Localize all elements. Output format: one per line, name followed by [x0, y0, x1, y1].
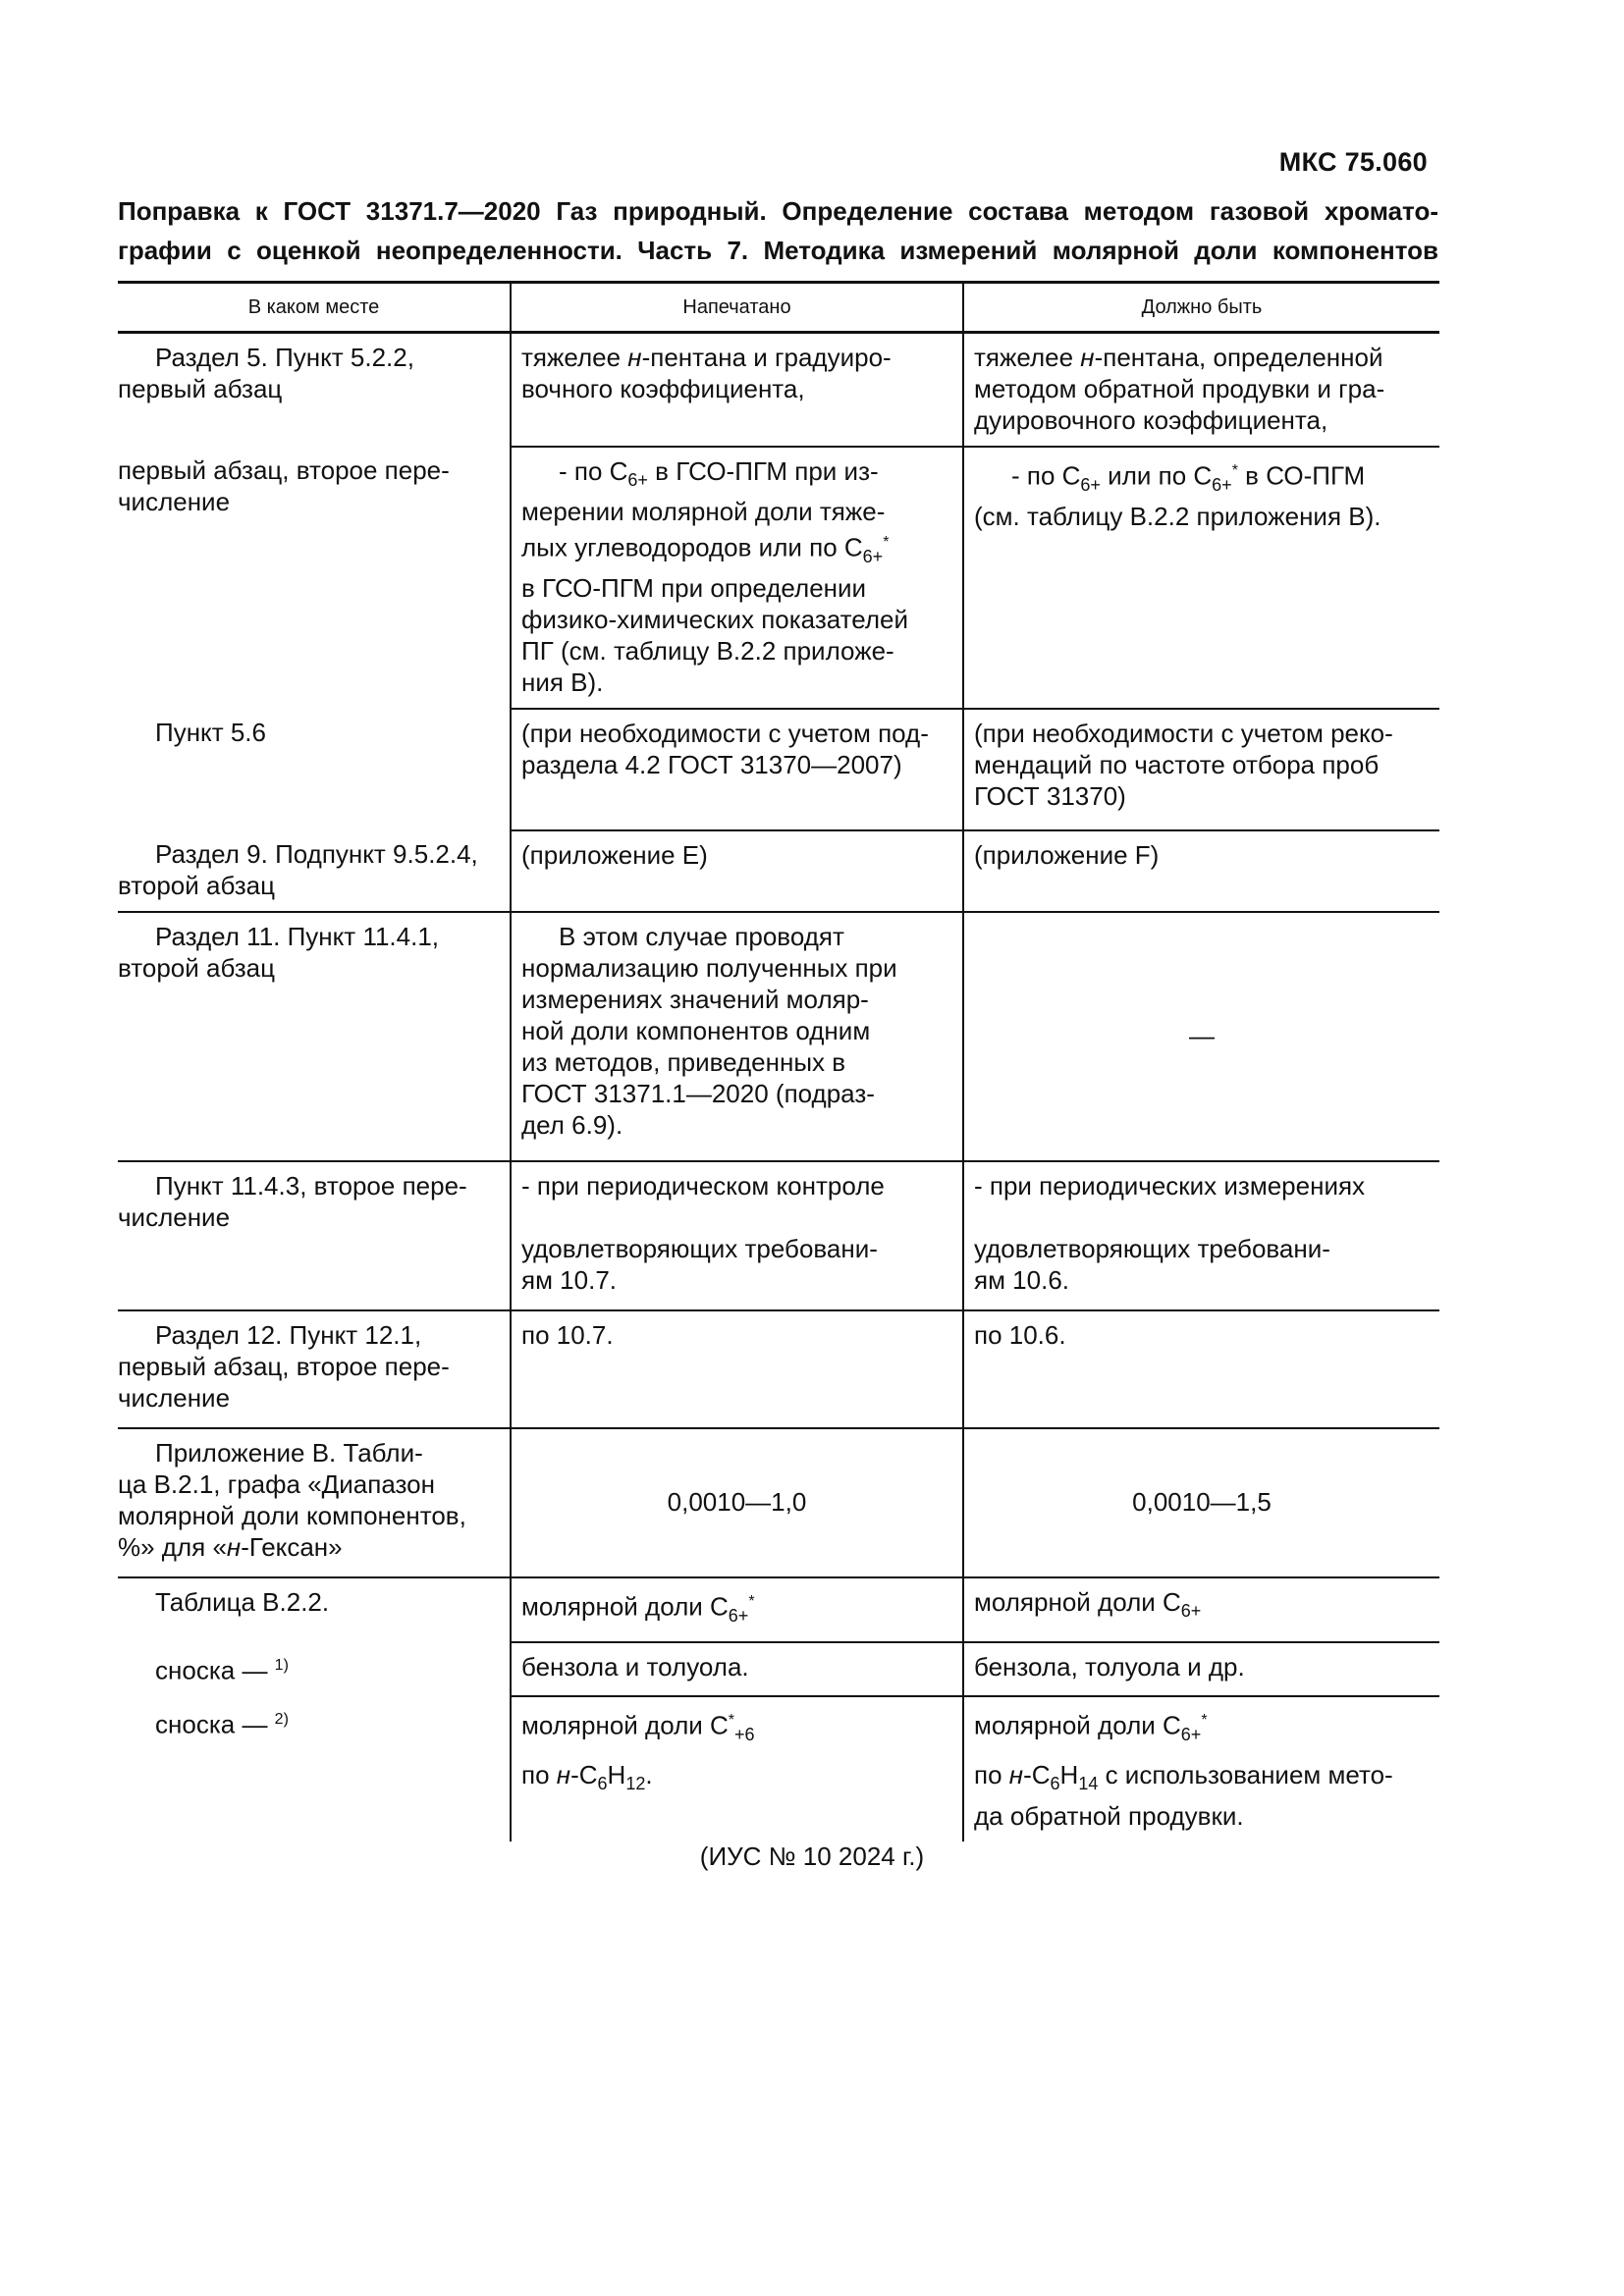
place-text: второй абзац: [118, 953, 276, 984]
cell-correct: [963, 912, 1439, 1161]
printed-text: В этом случае проводят: [559, 922, 844, 952]
printed-text: из методов, приведенных в: [521, 1047, 846, 1078]
subscript: 6+: [627, 470, 648, 491]
printed-text: в ГСО-ПГМ при из-: [647, 456, 879, 486]
cell-printed: [511, 1696, 963, 1842]
correct-text: ям 10.6.: [974, 1265, 1070, 1296]
printed-italic: н: [627, 343, 642, 372]
place-text: числение: [118, 487, 231, 516]
classifier-code: МКС 75.060: [1278, 147, 1428, 177]
table-row: [118, 709, 1439, 830]
column-header-place: В каком месте: [118, 283, 511, 333]
correct-dash: —: [1189, 1021, 1215, 1051]
superscript: *: [883, 534, 890, 552]
place-text: второй абзац: [118, 871, 276, 901]
printed-text: ГОСТ 31371.1—2020 (подраз-: [521, 1079, 875, 1109]
printed-text: физико-химических показателей: [521, 605, 909, 635]
correct-text: молярной доли C: [974, 1587, 1181, 1618]
correct-text: бензола, толуола и др.: [974, 1651, 1245, 1682]
correct-text: - по C: [1011, 460, 1081, 491]
cell-place: [118, 1310, 511, 1428]
place-text: первый абзац, второе пере-: [118, 455, 450, 485]
correct-text: да обратной продувки.: [974, 1800, 1244, 1831]
printed-text: .: [645, 1760, 653, 1790]
table-header-row: [118, 283, 1439, 333]
correct-text: -пентана, определенной: [1094, 343, 1383, 372]
cell-printed: [511, 1577, 963, 1642]
place-text: Раздел 5. Пункт 5.2.2,: [155, 343, 414, 372]
printed-text: нормализацию полученных при: [521, 953, 897, 984]
correct-text: удовлетворяющих требовани-: [974, 1234, 1330, 1264]
correct-text: (при необходимости с учетом реко-: [974, 719, 1393, 749]
place-text: первый абзац, второе пере-: [118, 1352, 450, 1382]
subscript: 6: [1050, 1774, 1060, 1794]
table-row: [118, 447, 1439, 709]
printed-text: бензола и толуола.: [521, 1651, 749, 1682]
cell-place: [118, 709, 511, 830]
printed-text: - по C: [559, 456, 628, 486]
footnote-marker: 2): [274, 1710, 289, 1728]
cell-correct: [963, 1428, 1439, 1577]
superscript: *: [748, 1593, 755, 1611]
cell-place: [118, 1642, 511, 1696]
place-text: молярной доли компонентов,: [118, 1501, 466, 1531]
subscript: 6+: [1212, 474, 1232, 495]
cell-place: [118, 1428, 511, 1577]
place-text: -Гексан»: [241, 1532, 343, 1563]
table-row: [118, 830, 1439, 912]
subscript: 6+: [728, 1605, 749, 1626]
cell-place: [118, 912, 511, 1161]
correct-text: молярной доли C: [974, 1710, 1181, 1740]
printed-text: молярной доли C: [521, 1591, 729, 1622]
table-row: [118, 1428, 1439, 1577]
correct-text: по: [974, 1760, 1009, 1790]
table-row: [118, 1696, 1439, 1842]
place-text: %» для «: [118, 1532, 227, 1563]
subscript: 6: [597, 1774, 608, 1794]
document-title: [118, 191, 1438, 270]
cell-correct: [963, 447, 1439, 709]
printed-text: дел 6.9).: [521, 1110, 623, 1141]
table-row: [118, 1642, 1439, 1696]
printed-text: ной доли компонентов одним: [521, 1016, 871, 1046]
subscript: 6+: [862, 547, 884, 567]
cell-correct: [963, 1696, 1439, 1842]
cell-correct: [963, 333, 1439, 448]
correct-text: по 10.6.: [974, 1320, 1066, 1351]
printed-text: мерении молярной доли тяже-: [521, 497, 886, 527]
correct-text: тяжелее: [974, 343, 1081, 372]
place-text: Раздел 11. Пункт 11.4.1,: [155, 922, 440, 952]
place-text: Приложение В. Табли-: [155, 1438, 423, 1468]
cell-correct: [963, 709, 1439, 830]
printed-text: вочного коэффициента,: [521, 374, 805, 403]
place-text: Пункт 11.4.3, второе пере-: [155, 1171, 467, 1201]
printed-text: измерениях значений моляр-: [521, 985, 869, 1015]
printed-text: H: [607, 1760, 626, 1790]
place-text: Раздел 12. Пункт 12.1,: [155, 1320, 422, 1351]
superscript: *: [1201, 1711, 1208, 1729]
place-italic: н: [226, 1532, 242, 1563]
cell-place: [118, 1577, 511, 1642]
printed-text: по 10.7.: [521, 1320, 614, 1351]
place-text: сноска —: [155, 1709, 275, 1739]
printed-text: -C: [570, 1760, 598, 1790]
amendment-table: [118, 281, 1439, 1842]
printed-text: в ГСО-ПГМ при определении: [521, 573, 867, 604]
subscript: 6+: [1180, 1724, 1202, 1744]
printed-text: удовлетворяющих требовани-: [521, 1234, 878, 1264]
table-row: [118, 1310, 1439, 1428]
cell-correct: [963, 1310, 1439, 1428]
correct-italic: н: [1008, 1760, 1024, 1790]
printed-text: лых углеводородов или по C: [521, 532, 863, 562]
printed-italic: н: [556, 1760, 571, 1790]
title-line-2: графии с оценкой неопределенности. Часть 7. Методика измерений молярной доли компонентов: [118, 236, 1438, 265]
printed-text: (при необходимости с учетом под-: [521, 719, 929, 749]
cell-place: [118, 447, 511, 709]
cell-place: [118, 830, 511, 912]
table-row: [118, 1161, 1439, 1310]
cell-correct: [963, 1161, 1439, 1310]
correct-text: дуировочного коэффициента,: [974, 405, 1328, 435]
title-line-1: Поправка к ГОСТ 31371.7—2020 Газ природный. Определение состава методом газовой хромато-: [118, 196, 1438, 226]
column-header-correct: Должно быть: [963, 283, 1439, 333]
subscript: 14: [1078, 1774, 1099, 1794]
cell-printed: [511, 1310, 963, 1428]
correct-text: в СО-ПГМ: [1237, 460, 1366, 491]
printed-range: 0,0010—1,0: [667, 1487, 807, 1518]
correct-range: 0,0010—1,5: [1132, 1487, 1272, 1518]
correct-text: - при периодических измерениях: [974, 1171, 1366, 1201]
printed-text: раздела 4.2 ГОСТ 31370—2007): [521, 750, 902, 780]
correct-text: (см. таблицу В.2.2 приложения В).: [974, 501, 1381, 531]
correct-text: с использованием мето-: [1098, 1760, 1393, 1790]
place-text: ца В.2.1, графа «Диапазон: [118, 1469, 435, 1500]
printed-text: молярной доли C: [521, 1710, 729, 1740]
column-header-printed: Напечатано: [511, 283, 963, 333]
place-text: числение: [118, 1383, 231, 1414]
cell-printed: [511, 447, 963, 709]
correct-text: мендаций по частоте отбора проб: [974, 750, 1380, 780]
place-text: сноска —: [155, 1655, 275, 1685]
subscript: 12: [625, 1774, 646, 1794]
printed-text: - при периодическом контроле: [521, 1171, 885, 1201]
correct-text: (приложение F): [974, 840, 1160, 871]
cell-printed: [511, 709, 963, 830]
superscript: *: [728, 1711, 735, 1729]
cell-printed: [511, 830, 963, 912]
cell-correct: [963, 1577, 1439, 1642]
subscript: +6: [734, 1724, 755, 1744]
place-text: первый абзац: [118, 374, 283, 403]
place-text: Таблица В.2.2.: [155, 1587, 330, 1618]
cell-place: [118, 1161, 511, 1310]
printed-text: тяжелее: [521, 343, 628, 372]
table-row: [118, 1577, 1439, 1642]
issue-reference: (ИУС № 10 2024 г.): [699, 1842, 925, 1871]
cell-printed: [511, 912, 963, 1161]
printed-text: (приложение Е): [521, 840, 708, 871]
printed-text: ния В).: [521, 667, 604, 698]
cell-place: [118, 333, 511, 448]
correct-text: или по C: [1100, 460, 1213, 491]
printed-text: по: [521, 1760, 557, 1790]
cell-correct: [963, 830, 1439, 912]
subscript: 6+: [1080, 474, 1101, 495]
place-text: Раздел 9. Подпункт 9.5.2.4,: [155, 839, 478, 870]
correct-text: H: [1059, 1760, 1079, 1790]
cell-correct: [963, 1642, 1439, 1696]
subscript: 6+: [1180, 1601, 1202, 1622]
printed-text: -пентана и градуиро-: [641, 343, 892, 372]
correct-text: -C: [1023, 1760, 1051, 1790]
cell-printed: [511, 1161, 963, 1310]
footnote-marker: 1): [274, 1656, 289, 1674]
correct-text: ГОСТ 31370): [974, 781, 1126, 812]
printed-text: ПГ (см. таблицу В.2.2 приложе-: [521, 636, 894, 667]
place-text: числение: [118, 1202, 231, 1233]
cell-place: [118, 1696, 511, 1842]
cell-printed: [511, 333, 963, 448]
cell-printed: [511, 1428, 963, 1577]
cell-printed: [511, 1642, 963, 1696]
correct-italic: н: [1080, 343, 1095, 372]
table-row: [118, 333, 1439, 448]
place-text: Пункт 5.6: [155, 718, 266, 748]
correct-text: методом обратной продувки и гра-: [974, 374, 1385, 403]
superscript: *: [1231, 462, 1238, 479]
table-row: [118, 912, 1439, 1161]
printed-text: ям 10.7.: [521, 1265, 618, 1296]
